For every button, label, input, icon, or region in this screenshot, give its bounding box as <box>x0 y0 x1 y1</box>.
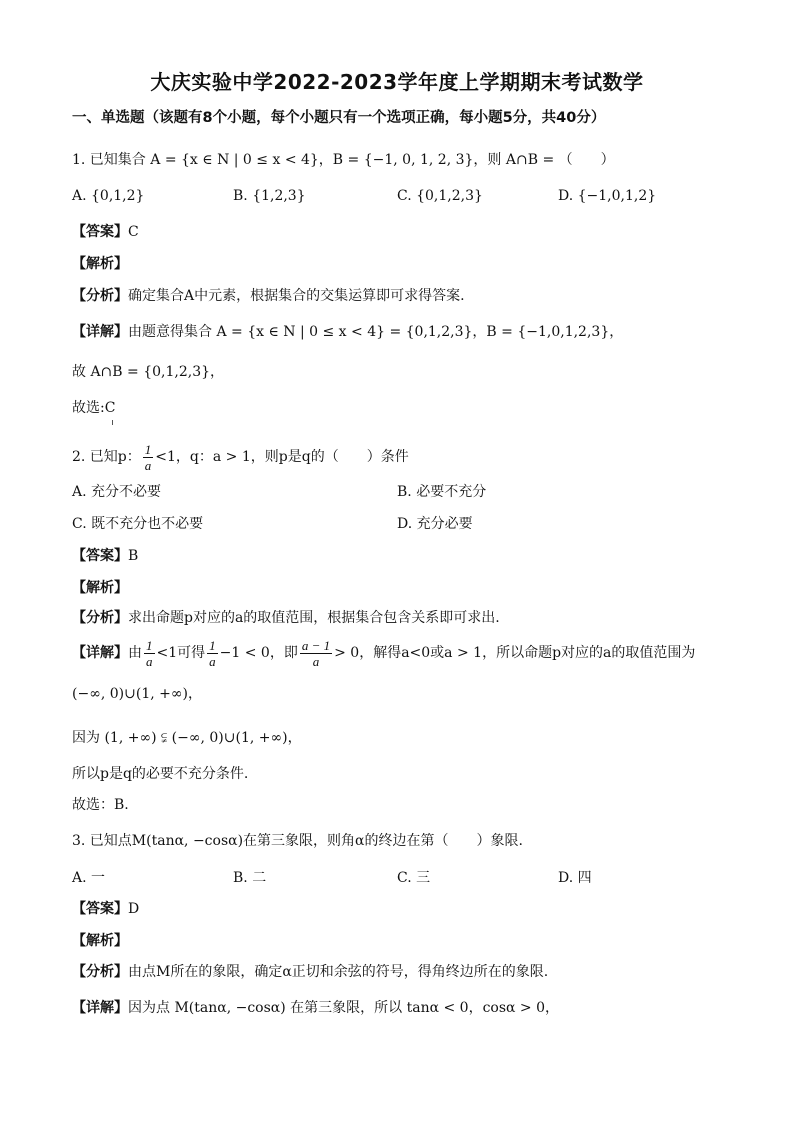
q2-detail-part2: <1可得 <box>156 645 206 661</box>
q3-answer: D <box>128 901 140 917</box>
q2-answer: B <box>128 548 139 564</box>
analysis-tag: 【解析】 <box>72 580 128 596</box>
q2-detail-2: (−∞, 0)∪(1, +∞)， <box>72 686 202 702</box>
q1-answer-row <box>72 222 139 242</box>
q1-answer: C <box>128 224 139 240</box>
q2-stem <box>72 440 409 474</box>
q2-fenxi-row <box>72 608 500 628</box>
q2-detail-fraction-2 <box>207 638 218 669</box>
q1-analysis-row <box>72 254 128 274</box>
q2-stem-suffix: <1，q：a > 1，则p是q的（ ）条件 <box>155 449 409 465</box>
analysis-tag: 【解析】 <box>72 256 128 272</box>
q3-stem: 3. 已知点M(tanα, −cosα)在第三象限，则角α的终边在第（ ）象限. <box>72 833 523 849</box>
q1-option-b: B. {1,2,3} <box>233 188 306 204</box>
q3-answer-row <box>72 899 139 919</box>
q3-detail-1: 因为点 M(tanα, −cosα) 在第三象限，所以 tanα < 0，cosα > 0， <box>128 1000 560 1016</box>
q2-detail-fraction-3 <box>300 638 332 669</box>
q3-fenxi: 由点M所在的象限，确定α正切和余弦的符号，得角终边所在的象限. <box>128 964 549 980</box>
q1-conclusion: 故选:C <box>72 400 116 416</box>
analysis-tag: 【解析】 <box>72 933 128 949</box>
fenxi-tag: 【分析】 <box>72 288 128 304</box>
q1-detail-row <box>72 322 623 342</box>
q1-option-c: C. {0,1,2,3} <box>397 188 483 204</box>
q3-option-d: D. 四 <box>558 870 592 886</box>
q2-analysis-row <box>72 578 128 598</box>
answer-tag: 【答案】 <box>72 548 128 564</box>
fraction-denominator: a <box>312 653 320 669</box>
q2-conclusion: 故选：B. <box>72 797 129 813</box>
q1-option-d: D. {−1,0,1,2} <box>558 188 657 204</box>
section-heading: 一、单选题（该题有8个小题，每个小题只有一个选项正确，每小题5分，共40分） <box>72 110 606 126</box>
q2-option-b: B. 必要不充分 <box>397 484 487 500</box>
q2-option-d: D. 充分必要 <box>397 516 473 532</box>
answer-tag: 【答案】 <box>72 901 128 917</box>
q3-option-a: A. 一 <box>72 870 106 886</box>
q3-option-b: B. 二 <box>233 870 267 886</box>
q1-option-a: A. {0,1,2} <box>72 188 145 204</box>
q2-detail-part1: 由 <box>128 645 142 661</box>
q2-detail-3: 因为 (1, +∞) ⫋ (−∞, 0)∪(1, +∞)， <box>72 730 302 746</box>
q2-option-c: C. 既不充分也不必要 <box>72 516 204 532</box>
fraction-numerator: 1 <box>144 441 152 457</box>
q2-detail-row <box>72 636 695 670</box>
q2-detail-part4: > 0，解得a<0或a > 1，所以命题p对应的a的取值范围为 <box>334 645 696 661</box>
q3-analysis-row <box>72 931 128 951</box>
q1-detail-2: 故 A∩B = {0,1,2,3}， <box>72 364 225 380</box>
q1-stem: 1. 已知集合 A = {x ∈ N | 0 ≤ x < 4}，B = {−1, 0, 1, 2, 3}，则 A∩B = （ ） <box>72 152 615 168</box>
q2-detail-part3: −1 < 0，即 <box>219 645 298 661</box>
xiangjie-tag: 【详解】 <box>72 324 128 340</box>
q2-detail-fraction-1 <box>144 638 155 669</box>
q1-fenxi: 确定集合A中元素，根据集合的交集运算即可求得答案. <box>128 288 465 304</box>
fraction-numerator: 1 <box>209 637 216 653</box>
q1-fenxi-row <box>72 286 465 306</box>
fraction-denominator: a <box>146 653 153 669</box>
xiangjie-tag: 【详解】 <box>72 645 128 661</box>
stray-mark <box>112 420 113 425</box>
fraction-denominator: a <box>144 457 152 473</box>
page-title: 大庆实验中学2022-2023学年度上学期期末考试数学 <box>150 70 644 94</box>
q2-stem-fraction <box>143 442 154 473</box>
q2-stem-prefix: 2. 已知p： <box>72 449 141 465</box>
q3-fenxi-row <box>72 962 548 982</box>
q3-option-c: C. 三 <box>397 870 431 886</box>
q3-detail-row <box>72 998 559 1018</box>
q2-fenxi: 求出命题p对应的a的取值范围，根据集合包含关系即可求出. <box>128 610 500 626</box>
fraction-denominator: a <box>209 653 216 669</box>
fenxi-tag: 【分析】 <box>72 964 128 980</box>
q2-detail-4: 所以p是q的必要不充分条件. <box>72 766 249 782</box>
fenxi-tag: 【分析】 <box>72 610 128 626</box>
q2-option-a: A. 充分不必要 <box>72 484 162 500</box>
fraction-numerator: 1 <box>146 637 153 653</box>
q2-answer-row <box>72 546 138 566</box>
fraction-numerator: a − 1 <box>301 637 331 653</box>
xiangjie-tag: 【详解】 <box>72 1000 128 1016</box>
answer-tag: 【答案】 <box>72 224 128 240</box>
q1-detail-1: 由题意得集合 A = {x ∈ N | 0 ≤ x < 4} = {0,1,2,3}，B = {−1,0,1,2,3}， <box>128 324 624 340</box>
